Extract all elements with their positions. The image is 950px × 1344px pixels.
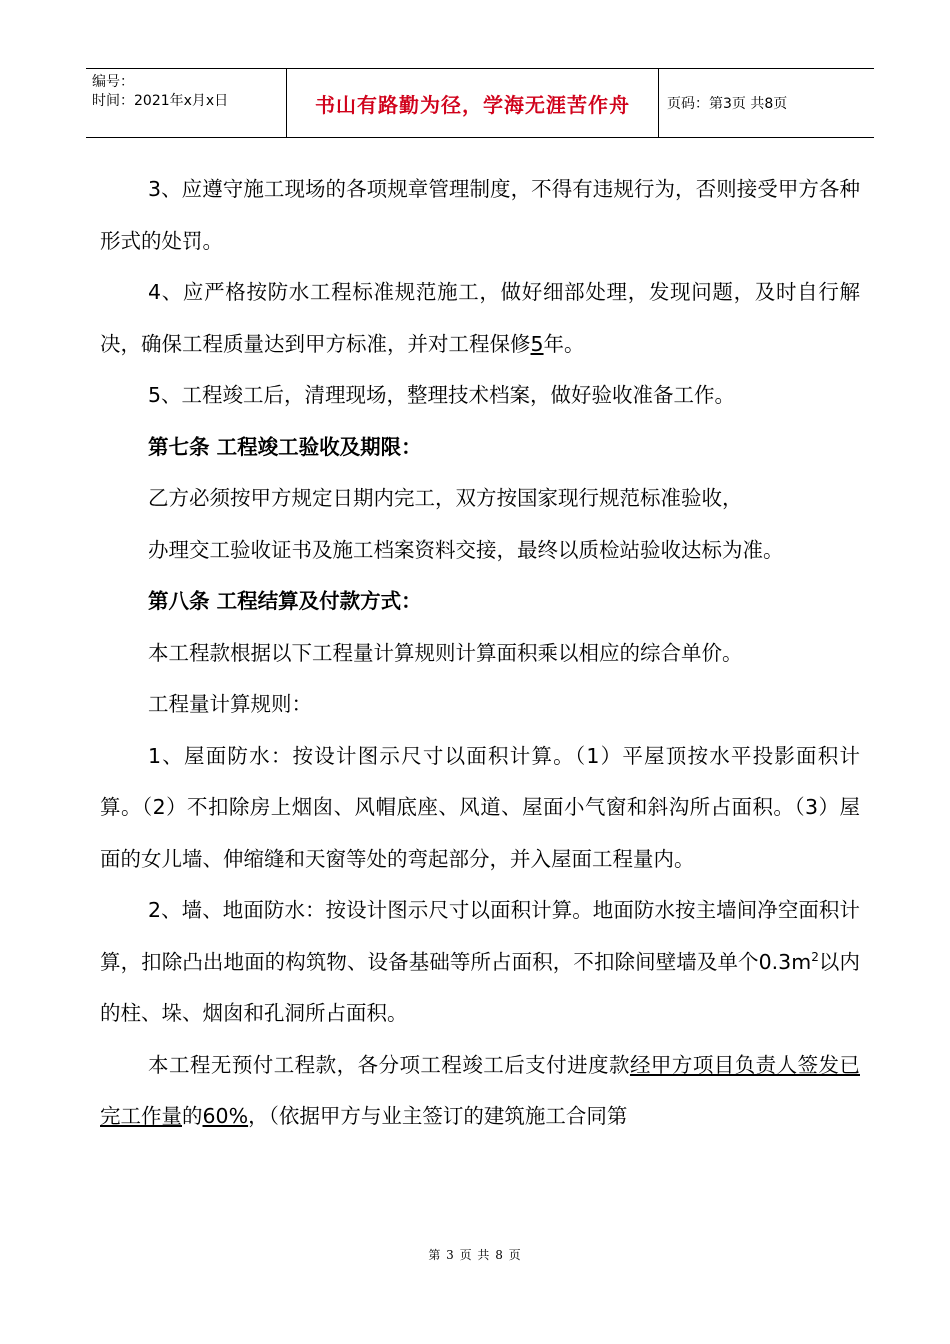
paragraph: 本工程款根据以下工程量计算规则计算面积乘以相应的综合单价。 [148, 640, 743, 665]
superscript: 2 [811, 949, 819, 964]
header-motto: 书山有路勤为径，学海无涯苦作舟 [286, 69, 659, 137]
paragraph: 1、屋面防水：按设计图示尺寸以面积计算。（1）平屋顶按水平投影面积计算。（2）不扣除房上烟囱、风帽底座、风道、屋面小气窗和斜沟所占面积。（3）屋面的女儿墙、伸缩缝和天窗等处的弯起部分，并入屋面工程量内。 [100, 743, 860, 871]
page-footer: 第 3 页 共 8 页 [428, 1248, 522, 1262]
warranty-years: 5 [530, 331, 544, 356]
text-run: ，（依据甲方与业主签订的建筑施工合同第 [248, 1104, 628, 1128]
text-run: 的 [182, 1104, 203, 1128]
underlined-text: 经甲方项目负责人签发已完工作量 [100, 1052, 860, 1128]
paragraph: 3、应遵守施工现场的各项规章管理制度，不得有违规行为，否则接受甲方各种形式的处罚。 [100, 177, 860, 253]
paragraph [100, 267, 860, 370]
text-run: 2、墙、地面防水：按设计图示尺寸以面积计算。地面防水按主墙间净空面积计算，扣除凸出地面的构筑物、设备基础等所占面积，不扣除间壁墙及单个0.3m [100, 898, 860, 974]
header-meta [86, 69, 286, 137]
header-page-info: 页码：第3页 共8页 [667, 96, 788, 112]
paragraph: 5、工程竣工后，清理现场，整理技术档案，做好验收准备工作。 [148, 383, 736, 407]
text-run: 4、应严格按防水工程标准规范施工，做好细部处理，发现问题，及时自行解决，确保工程质量达到甲方标准，并对工程保修 [100, 280, 860, 356]
doc-number: 编号： [92, 74, 134, 90]
document-body [100, 164, 860, 1143]
payment-percent: 60% [202, 1104, 249, 1128]
text-run: 以内的柱、垛、烟囱和孔洞所占面积。 [100, 949, 860, 1025]
section-heading: 第八条 工程结算及付款方式： [148, 589, 422, 613]
text-run: 年。 [543, 331, 585, 356]
page-header [86, 68, 874, 138]
paragraph: 办理交工验收证书及施工档案资料交接，最终以质检站验收达标为准。 [148, 537, 784, 562]
section-heading: 第七条 工程竣工验收及期限： [148, 434, 422, 459]
text-run: 本工程无预付工程款，各分项工程竣工后支付进度款 [148, 1052, 630, 1077]
doc-date: 时间：2021年x月x日 [92, 93, 229, 109]
paragraph: 乙方必须按甲方规定日期内完工，双方按国家现行规范标准验收， [148, 486, 743, 510]
paragraph [100, 1040, 860, 1143]
paragraph: 工程量计算规则： [148, 692, 312, 716]
paragraph [100, 885, 860, 1040]
